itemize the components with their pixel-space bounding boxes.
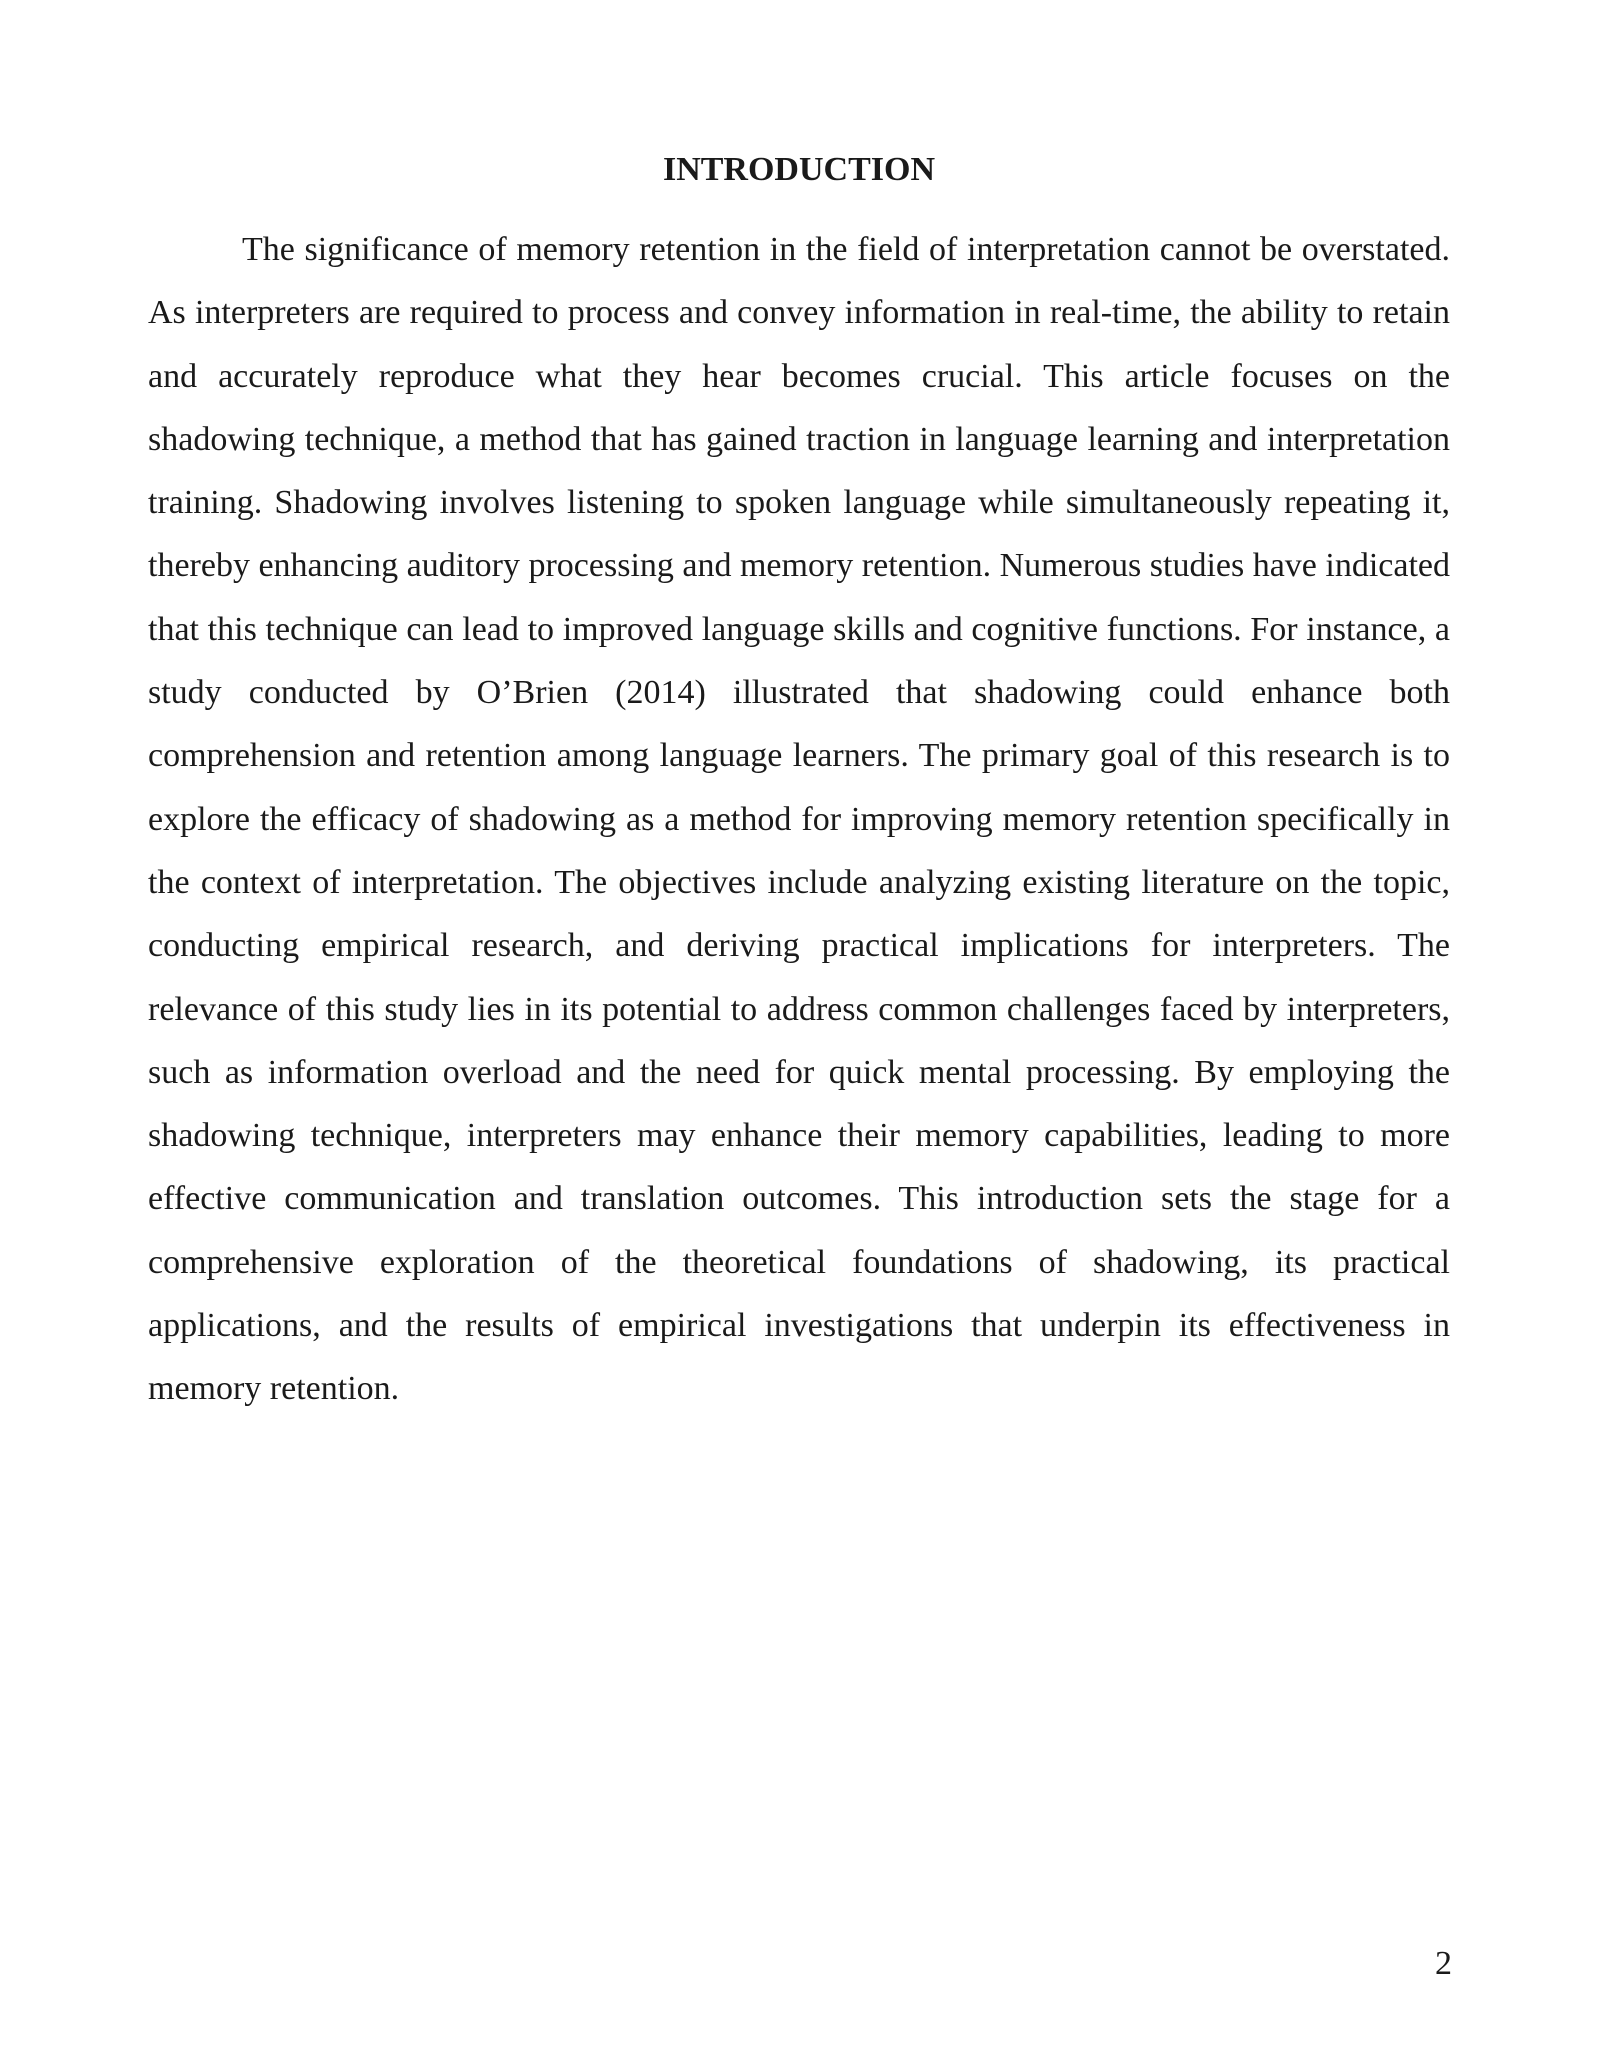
body-paragraph: The significance of memory retention in the field of interpretation cannot be overstated. As interpreters are required to process and convey information in real-time, the ability to retain and accurately reproduce what they hear becomes crucial. This article focuses on the shadowing technique, a method that has gained traction in language learning and interpretation training. Shadowing involves listening to spoken language while simultaneously repeating it, thereby enhancing auditory processing and memory retention. Numerous studies have indicated that this technique can lead to improved language skills and cognitive functions. For instance, a study conducted by O’Brien (2014) illustrated that shadowing could enhance both comprehension and retention among language learners. The primary goal of this research is to explore the efficacy of shadowing as a method for improving memory retention specifically in the context of interpretation. The objectives include analyzing existing literature on the topic, conducting empirical research, and deriving practical implications for interpreters. The relevance of this study lies in its potential to address common challenges faced by interpreters, such as information overload and the need for quick mental processing. By employing the shadowing technique, interpreters may enhance their memory capabilities, leading to more effective communication and translation outcomes. This introduction sets the stage for a comprehensive exploration of the theoretical foundations of shadowing, its practical applications, and the results of empirical investigations that underpin its effectiveness in memory retention. <box>148 231 1451 1408</box>
page-number: 2 <box>1435 1945 1452 1982</box>
section-heading: INTRODUCTION <box>662 151 936 188</box>
